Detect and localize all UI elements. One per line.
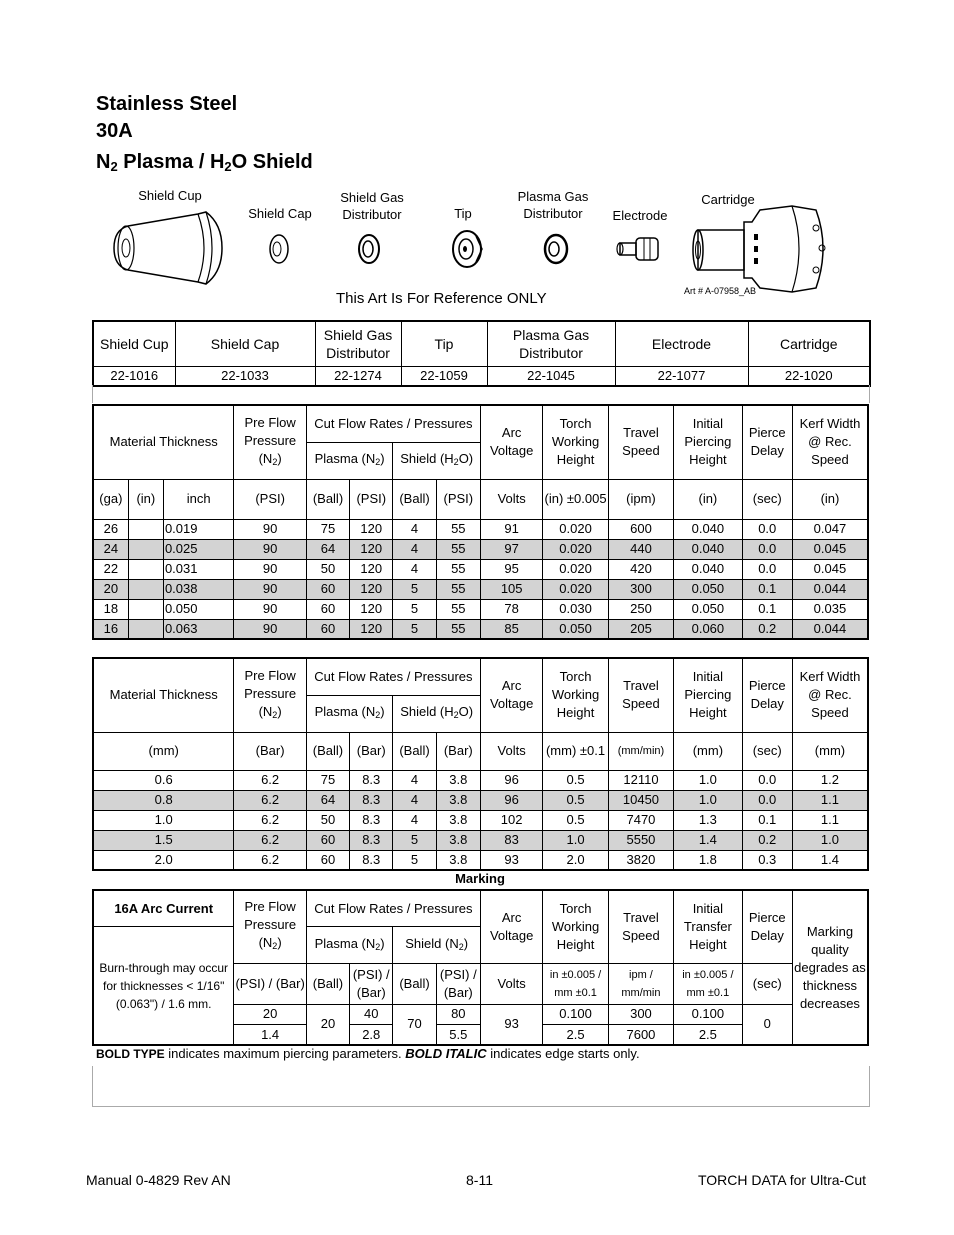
unit-cell: (mm) xyxy=(93,732,234,770)
parts-header-cell: Tip xyxy=(401,321,487,366)
notes-box xyxy=(92,1066,870,1107)
data-cell: 55 xyxy=(436,539,480,559)
data-cell: 93 xyxy=(480,1004,542,1045)
data-cell: 120 xyxy=(350,579,393,599)
data-cell: 0.2 xyxy=(742,830,792,850)
data-cell: 1.4 xyxy=(674,830,742,850)
data-cell: 8.3 xyxy=(350,850,393,870)
unit-cell: in ±0.005 / mm ±0.1 xyxy=(543,963,608,1004)
shield-cup-icon xyxy=(106,206,228,290)
data-cell: 60 xyxy=(306,579,349,599)
data-cell xyxy=(128,579,163,599)
unit-cell: (mm) xyxy=(674,732,742,770)
part-number: 22-1274 xyxy=(315,366,401,386)
imperial-row xyxy=(93,539,868,559)
plasma-gas-distributor-icon xyxy=(540,232,572,266)
data-cell: 60 xyxy=(306,830,349,850)
data-cell: 0.6 xyxy=(93,770,234,790)
data-cell: 5 xyxy=(393,579,436,599)
shield-gas-distributor-icon xyxy=(356,232,382,266)
data-cell: 0.050 xyxy=(543,619,608,639)
header-pre-flow: Pre Flow Pressure $(N_2)$ xyxy=(234,890,306,963)
legend-bold-type: BOLD TYPE xyxy=(96,1047,165,1061)
header-initial-piercing-height: Initial Piercing Height xyxy=(674,405,742,479)
unit-cell: inch xyxy=(163,479,233,519)
data-cell: 0.1 xyxy=(742,810,792,830)
tip-icon xyxy=(446,228,488,270)
data-cell: 1.0 xyxy=(543,830,608,850)
unit-cell: (in) ±0.005 xyxy=(543,479,608,519)
header-pre-flow: Pre Flow Pressure $(N_2)$ xyxy=(234,405,306,479)
data-cell: 5 xyxy=(393,619,436,639)
data-cell: 97 xyxy=(480,539,542,559)
part-number: 22-1016 xyxy=(93,366,175,386)
art-number: Art # A-07958_AB xyxy=(684,286,757,296)
unit-cell: (PSI) / (Bar) xyxy=(350,963,393,1004)
data-cell: 75 xyxy=(306,770,349,790)
unit-cell: (Bar) xyxy=(436,732,480,770)
data-cell: 1.0 xyxy=(93,810,234,830)
data-cell: 440 xyxy=(608,539,673,559)
imperial-units-row xyxy=(93,479,868,519)
data-cell xyxy=(128,519,163,539)
header-travel-speed: Travel Speed xyxy=(608,890,673,963)
unit-cell: (sec) xyxy=(742,732,792,770)
unit-cell: (Ball) xyxy=(393,732,436,770)
data-cell: 1.3 xyxy=(674,810,742,830)
unit-cell: (in) xyxy=(792,479,868,519)
part-number: 22-1020 xyxy=(748,366,870,386)
header-arc-voltage: Arc Voltage xyxy=(480,405,542,479)
data-cell: 205 xyxy=(608,619,673,639)
imperial-cut-table xyxy=(92,404,869,640)
data-cell: 5 xyxy=(393,599,436,619)
data-cell: 0.5 xyxy=(543,790,608,810)
data-cell: 24 xyxy=(93,539,128,559)
data-cell: 0.038 xyxy=(163,579,233,599)
unit-cell: (PSI) xyxy=(436,479,480,519)
data-cell: 0.030 xyxy=(543,599,608,619)
part-number: 22-1045 xyxy=(487,366,615,386)
data-cell: 4 xyxy=(393,790,436,810)
part-number: 22-1059 xyxy=(401,366,487,386)
data-cell: 80 xyxy=(436,1004,480,1024)
header-travel-speed: Travel Speed xyxy=(608,658,673,732)
unit-cell: (mm/min) xyxy=(608,732,673,770)
data-cell: 0.040 xyxy=(674,519,742,539)
unit-cell: (in) xyxy=(128,479,163,519)
data-cell: 26 xyxy=(93,519,128,539)
data-cell: 12110 xyxy=(608,770,673,790)
data-cell: 0.025 xyxy=(163,539,233,559)
data-cell: 5.5 xyxy=(436,1025,480,1045)
data-cell: 3820 xyxy=(608,850,673,870)
data-cell: 0.040 xyxy=(674,539,742,559)
marking-section-title: Marking xyxy=(455,871,505,886)
data-cell: 1.0 xyxy=(674,790,742,810)
header-initial-piercing-height: Initial Piercing Height xyxy=(674,658,742,732)
unit-cell: (PSI) / (Bar) xyxy=(436,963,480,1004)
data-cell: 1.1 xyxy=(792,810,868,830)
unit-cell: (Bar) xyxy=(234,732,306,770)
metric-data-rows xyxy=(93,770,868,870)
data-cell: 0.047 xyxy=(792,519,868,539)
data-cell: 6.2 xyxy=(234,810,306,830)
data-cell: 8.3 xyxy=(350,790,393,810)
data-cell: 120 xyxy=(350,519,393,539)
data-cell: 1.5 xyxy=(93,830,234,850)
footer-page-number: 8-11 xyxy=(466,1172,493,1188)
data-cell xyxy=(128,599,163,619)
header-material-thickness: Material Thickness xyxy=(93,658,234,732)
data-cell: 4 xyxy=(393,559,436,579)
parts-header-cell: Plasma Gas Distributor xyxy=(487,321,615,366)
data-cell: 50 xyxy=(306,559,349,579)
data-cell: 1.4 xyxy=(234,1025,306,1045)
label-plasma-gas-distributor: Plasma Gas Distributor xyxy=(517,189,589,221)
data-cell: 55 xyxy=(436,559,480,579)
data-cell: 55 xyxy=(436,519,480,539)
metric-row xyxy=(93,790,868,810)
imperial-row xyxy=(93,599,868,619)
data-cell: 0.020 xyxy=(543,559,608,579)
label-shield-cap: Shield Cap xyxy=(248,206,312,221)
data-cell: 55 xyxy=(436,599,480,619)
data-cell: 78 xyxy=(480,599,542,619)
data-cell: 0.100 xyxy=(674,1004,742,1024)
unit-cell: (in) xyxy=(674,479,742,519)
header-material-thickness: Material Thickness xyxy=(93,405,234,479)
data-cell: 0.063 xyxy=(163,619,233,639)
marking-arc-current: 16A Arc Current xyxy=(93,890,234,927)
legend-note xyxy=(96,1046,640,1061)
data-cell: 20 xyxy=(234,1004,306,1024)
data-cell: 1.0 xyxy=(674,770,742,790)
data-cell: 0.0 xyxy=(742,559,792,579)
label-electrode: Electrode xyxy=(612,208,668,223)
marking-quality-note: Marking quality degrades as thickness decreases xyxy=(792,890,868,1045)
data-cell: 7600 xyxy=(608,1025,673,1045)
imperial-row xyxy=(93,559,868,579)
data-cell: 0.050 xyxy=(674,599,742,619)
parts-header-row xyxy=(93,321,870,366)
data-cell: 0.020 xyxy=(543,519,608,539)
data-cell: 50 xyxy=(306,810,349,830)
data-cell xyxy=(128,619,163,639)
unit-cell: (ipm) xyxy=(608,479,673,519)
data-cell: 0.3 xyxy=(742,850,792,870)
data-cell: 90 xyxy=(234,559,306,579)
data-cell: 18 xyxy=(93,599,128,619)
header-arc-voltage: Arc Voltage xyxy=(480,890,542,963)
data-cell: 60 xyxy=(306,619,349,639)
data-cell: 90 xyxy=(234,599,306,619)
unit-cell: (Ball) xyxy=(306,479,349,519)
header-plasma-n2: Plasma $(N_2)$ xyxy=(306,927,393,964)
data-cell: 8.3 xyxy=(350,770,393,790)
data-cell: 0.050 xyxy=(163,599,233,619)
metric-row xyxy=(93,850,868,870)
data-cell: 6.2 xyxy=(234,850,306,870)
header-torch-working-height: Torch Working Height xyxy=(543,405,608,479)
unit-cell: (PSI) xyxy=(350,479,393,519)
data-cell: 0.045 xyxy=(792,539,868,559)
data-cell: 1.4 xyxy=(792,850,868,870)
parts-header-cell: Cartridge xyxy=(748,321,870,366)
unit-cell: (Ball) xyxy=(306,732,349,770)
footer-manual: Manual 0-4829 Rev AN xyxy=(86,1172,231,1188)
data-cell: 3.8 xyxy=(436,830,480,850)
data-cell: 3.8 xyxy=(436,850,480,870)
data-cell: 2.5 xyxy=(543,1025,608,1045)
unit-cell: (mm) xyxy=(792,732,868,770)
reference-note: This Art Is For Reference ONLY xyxy=(336,290,547,307)
header-kerf-width: Kerf Width @ Rec. Speed xyxy=(792,658,868,732)
parts-header-cell: Electrode xyxy=(615,321,748,366)
title-material: Stainless Steel xyxy=(96,93,238,115)
unit-cell: (sec) xyxy=(742,963,792,1004)
header-cut-flow: Cut Flow Rates / Pressures xyxy=(306,405,480,442)
data-cell: 6.2 xyxy=(234,790,306,810)
data-cell: 8.3 xyxy=(350,810,393,830)
data-cell: 1.8 xyxy=(674,850,742,870)
data-cell: 120 xyxy=(350,619,393,639)
label-shield-cup: Shield Cup xyxy=(138,188,202,203)
unit-cell: (ga) xyxy=(93,479,128,519)
data-cell: 0.2 xyxy=(742,619,792,639)
data-cell: 91 xyxy=(480,519,542,539)
data-cell: 0.035 xyxy=(792,599,868,619)
imperial-row xyxy=(93,579,868,599)
data-cell: 83 xyxy=(480,830,542,850)
burn-through-note: Burn-through may occur for thicknesses < 1/16" (0.063") / 1.6 mm. xyxy=(93,927,234,1045)
label-shield-gas-distributor: Shield Gas Distributor xyxy=(340,190,404,222)
unit-cell: Volts xyxy=(480,963,542,1004)
data-cell: 0.0 xyxy=(742,770,792,790)
header-travel-speed: Travel Speed xyxy=(608,405,673,479)
data-cell: 90 xyxy=(234,539,306,559)
data-cell: 55 xyxy=(436,619,480,639)
data-cell: 0.044 xyxy=(792,579,868,599)
data-cell: 0.060 xyxy=(674,619,742,639)
title-amperage: 30A xyxy=(96,120,133,142)
footer-section: TORCH DATA for Ultra-Cut xyxy=(697,1172,866,1188)
data-cell: 96 xyxy=(480,770,542,790)
data-cell: 0.0 xyxy=(742,519,792,539)
legend-bold-italic: BOLD ITALIC xyxy=(405,1046,487,1061)
unit-cell: (mm) ±0.1 xyxy=(543,732,608,770)
data-cell: 0.5 xyxy=(543,810,608,830)
data-cell: 0.1 xyxy=(742,579,792,599)
data-cell: 3.8 xyxy=(436,790,480,810)
data-cell: 60 xyxy=(306,599,349,619)
data-cell: 0.100 xyxy=(543,1004,608,1024)
parts-number-table xyxy=(92,320,871,387)
label-cartridge: Cartridge xyxy=(701,192,755,207)
data-cell: 90 xyxy=(234,519,306,539)
header-cut-flow: Cut Flow Rates / Pressures xyxy=(306,890,480,927)
data-cell: 0.0 xyxy=(742,790,792,810)
data-cell: 1.1 xyxy=(792,790,868,810)
data-cell: 0.8 xyxy=(93,790,234,810)
unit-cell: (PSI) / (Bar) xyxy=(234,963,306,1004)
data-cell: 5550 xyxy=(608,830,673,850)
header-plasma-n2: Plasma $(N_2)$ xyxy=(306,695,393,732)
data-cell: 600 xyxy=(608,519,673,539)
unit-cell: (PSI) xyxy=(234,479,306,519)
data-cell: 90 xyxy=(234,579,306,599)
data-cell: 120 xyxy=(350,559,393,579)
data-cell: 90 xyxy=(234,619,306,639)
data-cell: 6.2 xyxy=(234,830,306,850)
header-torch-working-height: Torch Working Height xyxy=(543,890,608,963)
imperial-row xyxy=(93,519,868,539)
data-cell: 2.5 xyxy=(674,1025,742,1045)
data-cell: 300 xyxy=(608,1004,673,1024)
part-number: 22-1077 xyxy=(615,366,748,386)
data-cell: 0.020 xyxy=(543,579,608,599)
title-gases: N2 Plasma / H2O Shield xyxy=(96,151,313,174)
marking-table xyxy=(92,889,869,1046)
data-cell: 3.8 xyxy=(436,770,480,790)
data-cell: 4 xyxy=(393,519,436,539)
data-cell: 8.3 xyxy=(350,830,393,850)
unit-cell: Volts xyxy=(480,732,542,770)
data-cell: 120 xyxy=(350,599,393,619)
header-shield-h2o: Shield $(H_2O)$ xyxy=(393,442,481,479)
data-cell: 0.019 xyxy=(163,519,233,539)
unit-cell: Volts xyxy=(480,479,542,519)
data-cell: 20 xyxy=(93,579,128,599)
header-shield-h2o: Shield $(H_2O)$ xyxy=(393,695,481,732)
part-number: 22-1033 xyxy=(175,366,315,386)
parts-header-cell: Shield Cup xyxy=(93,321,175,366)
data-cell: 70 xyxy=(393,1004,436,1045)
data-cell: 16 xyxy=(93,619,128,639)
data-cell: 55 xyxy=(436,579,480,599)
data-cell: 0.031 xyxy=(163,559,233,579)
label-tip: Tip xyxy=(454,206,472,221)
unit-cell: (Ball) xyxy=(393,479,436,519)
data-cell: 0.0 xyxy=(742,539,792,559)
metric-row xyxy=(93,830,868,850)
data-cell: 95 xyxy=(480,559,542,579)
data-cell: 300 xyxy=(608,579,673,599)
parts-header-cell: Shield Gas Distributor xyxy=(315,321,401,366)
data-cell: 105 xyxy=(480,579,542,599)
header-cut-flow: Cut Flow Rates / Pressures xyxy=(306,658,480,695)
data-cell: 0.020 xyxy=(543,539,608,559)
unit-cell: ipm / mm/min xyxy=(608,963,673,1004)
unit-cell: (Bar) xyxy=(350,732,393,770)
data-cell: 60 xyxy=(306,850,349,870)
section-spacer xyxy=(92,385,870,403)
unit-cell: (Ball) xyxy=(393,963,436,1004)
data-cell: 40 xyxy=(350,1004,393,1024)
header-pierce-delay: Pierce Delay xyxy=(742,890,792,963)
imperial-row xyxy=(93,619,868,639)
data-cell xyxy=(128,539,163,559)
data-cell: 1.2 xyxy=(792,770,868,790)
data-cell: 20 xyxy=(306,1004,349,1045)
data-cell: 2.8 xyxy=(350,1025,393,1045)
header-kerf-width: Kerf Width @ Rec. Speed xyxy=(792,405,868,479)
data-cell: 0.1 xyxy=(742,599,792,619)
data-cell: 1.0 xyxy=(792,830,868,850)
data-cell: 5 xyxy=(393,830,436,850)
legend-bold-text: indicates maximum piercing parameters. xyxy=(164,1046,406,1061)
data-cell: 3.8 xyxy=(436,810,480,830)
data-cell: 0.040 xyxy=(674,559,742,579)
data-cell: 0.5 xyxy=(543,770,608,790)
metric-cut-table xyxy=(92,657,869,871)
electrode-icon xyxy=(616,234,664,264)
metric-row xyxy=(93,770,868,790)
header-plasma-n2: Plasma $(N_2)$ xyxy=(306,442,393,479)
metric-row xyxy=(93,810,868,830)
data-cell: 4 xyxy=(393,810,436,830)
legend-italic-text: indicates edge starts only. xyxy=(486,1046,640,1061)
data-cell: 7470 xyxy=(608,810,673,830)
metric-units-row xyxy=(93,732,868,770)
shield-cap-icon xyxy=(266,232,292,266)
parts-number-row xyxy=(93,366,870,386)
cartridge-icon xyxy=(692,200,836,296)
data-cell: 85 xyxy=(480,619,542,639)
data-cell: 0.044 xyxy=(792,619,868,639)
data-cell: 96 xyxy=(480,790,542,810)
data-cell: 64 xyxy=(306,790,349,810)
data-cell: 10450 xyxy=(608,790,673,810)
header-pierce-delay: Pierce Delay xyxy=(742,405,792,479)
data-cell: 6.2 xyxy=(234,770,306,790)
parts-header-cell: Shield Cap xyxy=(175,321,315,366)
data-cell: 5 xyxy=(393,850,436,870)
data-cell: 420 xyxy=(608,559,673,579)
data-cell: 0 xyxy=(742,1004,792,1045)
header-initial-transfer-height: Initial Transfer Height xyxy=(674,890,742,963)
unit-cell: (sec) xyxy=(742,479,792,519)
imperial-data-rows xyxy=(93,519,868,639)
data-cell: 120 xyxy=(350,539,393,559)
data-cell: 2.0 xyxy=(543,850,608,870)
data-cell: 2.0 xyxy=(93,850,234,870)
data-cell: 93 xyxy=(480,850,542,870)
data-cell: 250 xyxy=(608,599,673,619)
data-cell: 22 xyxy=(93,559,128,579)
data-cell: 0.045 xyxy=(792,559,868,579)
header-pre-flow: Pre Flow Pressure $(N_2)$ xyxy=(234,658,306,732)
data-cell: 64 xyxy=(306,539,349,559)
header-torch-working-height: Torch Working Height xyxy=(543,658,608,732)
header-pierce-delay: Pierce Delay xyxy=(742,658,792,732)
unit-cell: in ±0.005 / mm ±0.1 xyxy=(674,963,742,1004)
data-cell xyxy=(128,559,163,579)
data-cell: 0.050 xyxy=(674,579,742,599)
unit-cell: (Ball) xyxy=(306,963,349,1004)
data-cell: 75 xyxy=(306,519,349,539)
header-shield-n2: Shield $(N_2)$ xyxy=(393,927,481,964)
data-cell: 102 xyxy=(480,810,542,830)
data-cell: 4 xyxy=(393,539,436,559)
data-cell: 4 xyxy=(393,770,436,790)
header-arc-voltage: Arc Voltage xyxy=(480,658,542,732)
